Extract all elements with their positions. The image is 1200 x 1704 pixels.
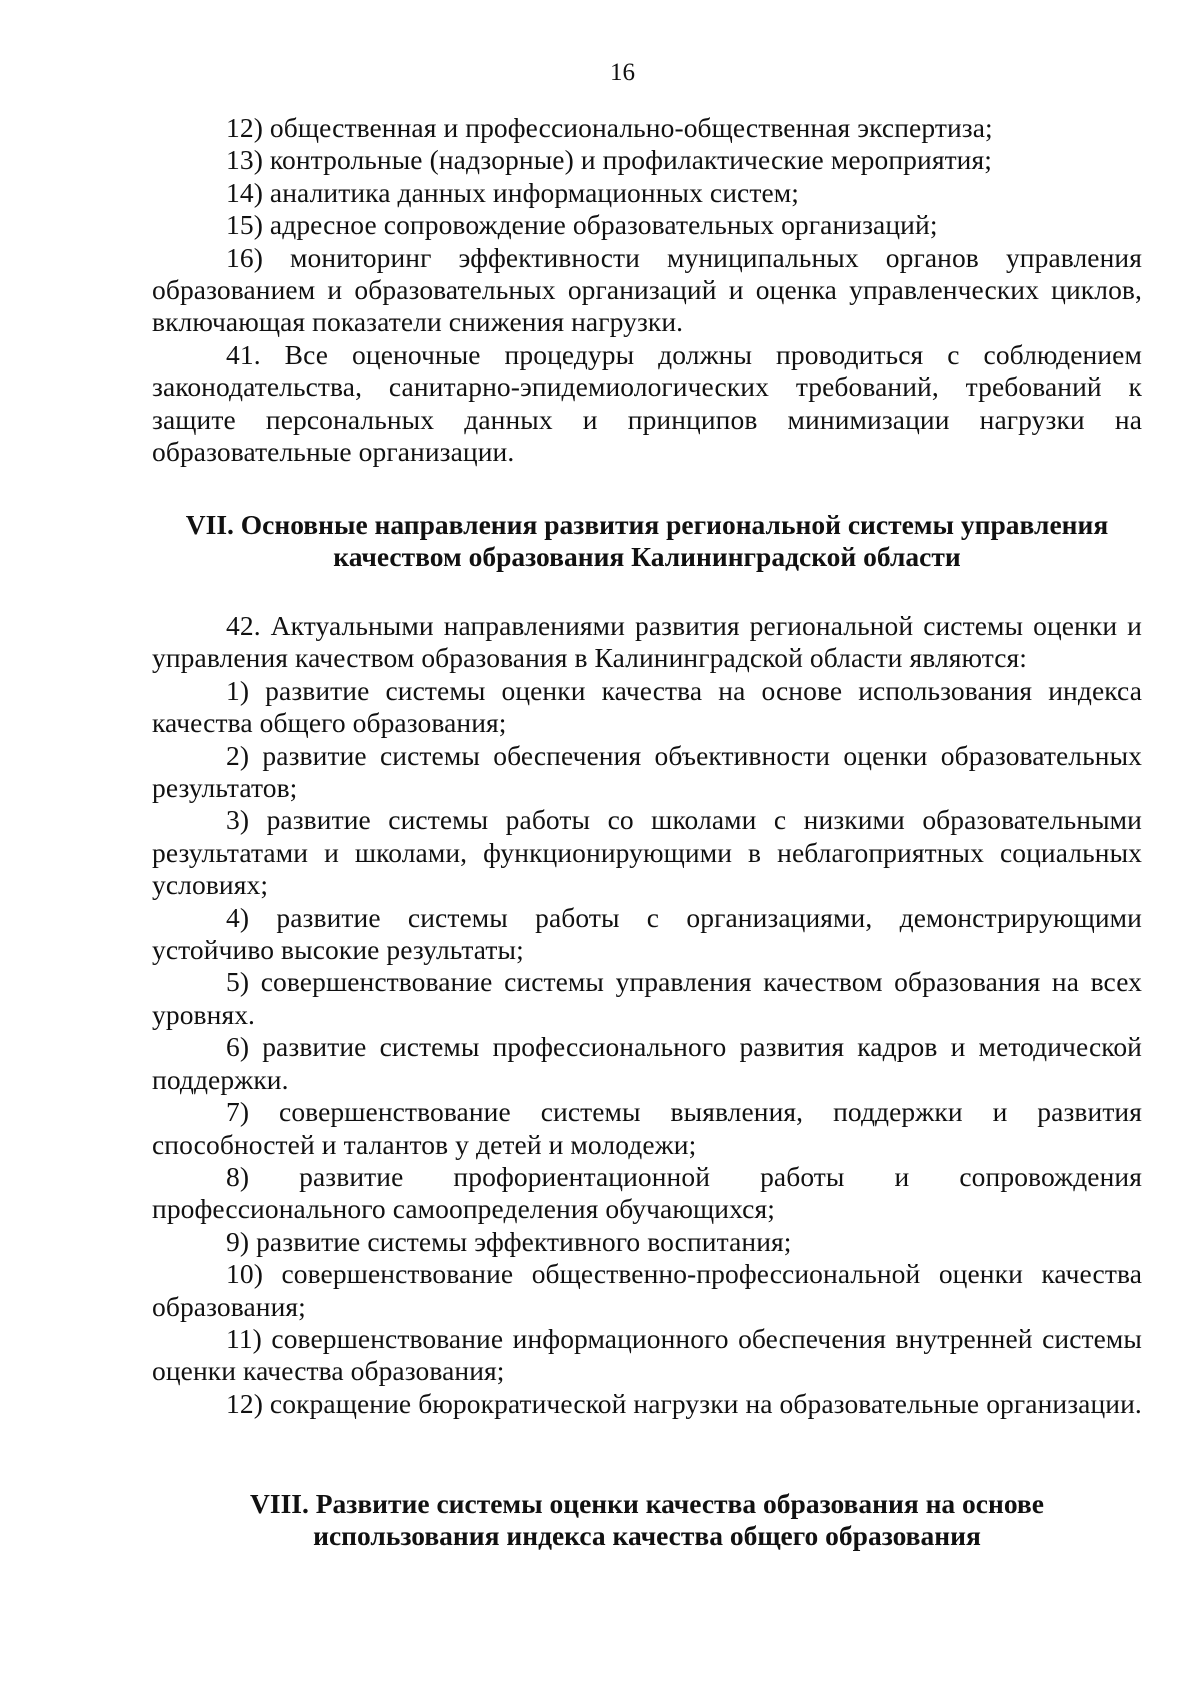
- list-item: 9) развитие системы эффективного воспитания;: [226, 1225, 792, 1257]
- list-item: 11) совершенствование информационного обеспечения внутренней системы оценки качества образования;: [152, 1322, 1142, 1387]
- list-item: 13) контрольные (надзорные) и профилактические мероприятия;: [226, 144, 992, 176]
- page-number: 16: [610, 59, 635, 86]
- list-item: 16) мониторинг эффективности муниципальных органов управления образованием и образовательных организаций и оценка управленческих циклов, включающая показатели снижения нагрузки.: [152, 241, 1142, 338]
- list-block-lower: [152, 610, 1142, 1420]
- list-item: 3) развитие системы работы со школами с низкими образовательными результатами и школами, функционирующими в неблагоприятных социальных условиях;: [152, 804, 1142, 901]
- list-block-upper: [152, 112, 1142, 468]
- list-item: 10) совершенствование общественно-профессиональной оценки качества образования;: [152, 1258, 1142, 1322]
- paragraph-41: 41. Все оценочные процедуры должны проводиться с соблюдением законодательства, санитарно-эпидемиологических требований, требований к защите персональных данных и принципов минимизации нагрузки на образовательные организации.: [152, 338, 1142, 468]
- list-item: 4) развитие системы работы с организациями, демонстрирующими устойчиво высокие результаты;: [152, 901, 1142, 966]
- list-item: 6) развитие системы профессионального развития кадров и методической поддержки.: [152, 1031, 1142, 1095]
- section-heading-7: [152, 509, 1142, 574]
- section-heading-line: качеством образования Калининградской области: [333, 541, 961, 573]
- list-item: 2) развитие системы обеспечения объективности оценки образовательных результатов;: [152, 739, 1142, 804]
- list-item: 8) развитие профориентационной работы и сопровождения профессионального самоопределения обучающихся;: [152, 1160, 1142, 1225]
- list-item: 5) совершенствование системы управления качеством образования на всех уровнях.: [152, 966, 1142, 1030]
- section-heading-8: [152, 1488, 1142, 1553]
- list-item: 1) развитие системы оценки качества на основе использования индекса качества общего образования;: [152, 674, 1142, 739]
- list-item: 15) адресное сопровождение образовательных организаций;: [226, 209, 938, 241]
- section-heading-line: VII. Основные направления развития региональной системы управления: [185, 509, 1109, 540]
- list-item: 12) сокращение бюрократической нагрузки на образовательные организации.: [226, 1387, 1142, 1419]
- list-item: 7) совершенствование системы выявления, поддержки и развития способностей и талантов у детей и молодежи;: [152, 1096, 1142, 1160]
- section-heading-line: VIII. Развитие системы оценки качества образования на основе: [250, 1488, 1044, 1519]
- paragraph-42: 42. Актуальными направлениями развития региональной системы оценки и управления качеством образования в Калининградской области являются:: [152, 610, 1142, 674]
- list-item: 14) аналитика данных информационных систем;: [226, 176, 800, 208]
- section-heading-line: использования индекса качества общего образования: [313, 1520, 981, 1552]
- list-item: 12) общественная и профессионально-общественная экспертиза;: [226, 112, 993, 143]
